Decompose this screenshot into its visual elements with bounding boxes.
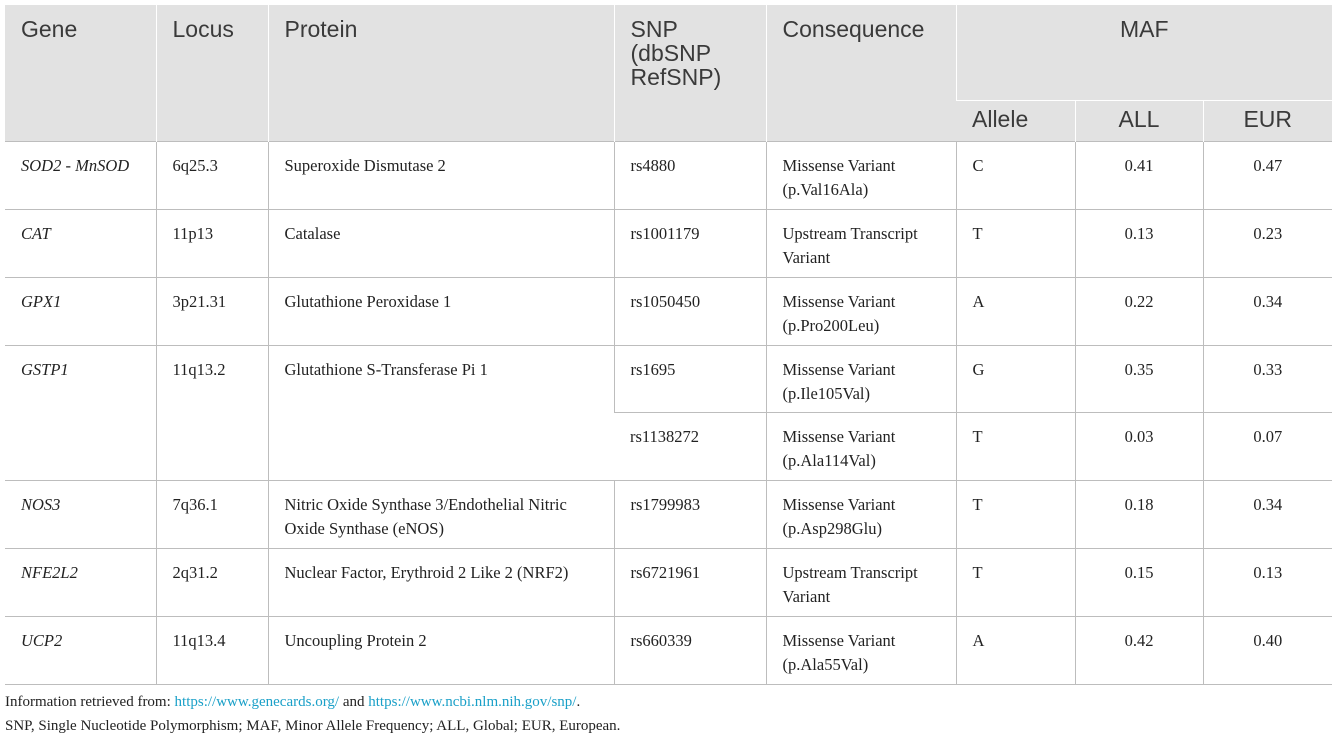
table-row xyxy=(5,480,1332,548)
protein-cell: Nuclear Factor, Erythroid 2 Like 2 (NRF2) xyxy=(268,548,614,616)
maf-eur-cell: 0.40 xyxy=(1203,616,1332,684)
snp-cell: rs4880 xyxy=(614,141,766,209)
protein-cell: Nitric Oxide Synthase 3/Endothelial Nitric Oxide Synthase (eNOS) xyxy=(268,480,614,548)
maf-eur-cell: 0.47 xyxy=(1203,141,1332,209)
table-container xyxy=(5,5,1332,685)
gene-cell: NOS3 xyxy=(5,480,156,548)
locus-cell: 11p13 xyxy=(156,209,268,277)
snp-table xyxy=(5,5,1332,685)
snp-cell: rs1138272 xyxy=(614,412,766,480)
snp-cell: rs1799983 xyxy=(614,480,766,548)
consequence-cell: Upstream Transcript Variant xyxy=(766,209,956,277)
maf-eur-cell: 0.34 xyxy=(1203,480,1332,548)
col-header-maf: MAF xyxy=(956,5,1332,100)
maf-all-cell: 0.35 xyxy=(1075,345,1203,412)
col-header-all: ALL xyxy=(1075,100,1203,141)
source-and: and xyxy=(339,694,369,710)
allele-cell: T xyxy=(956,548,1075,616)
protein-cell: Uncoupling Protein 2 xyxy=(268,616,614,684)
allele-cell: T xyxy=(956,412,1075,480)
locus-cell: 6q25.3 xyxy=(156,141,268,209)
allele-cell: G xyxy=(956,345,1075,412)
allele-cell: T xyxy=(956,480,1075,548)
genecards-link[interactable]: https://www.genecards.org/ xyxy=(174,694,340,710)
col-header-allele: Allele xyxy=(956,100,1075,141)
source-note xyxy=(5,690,620,714)
snp-cell: rs660339 xyxy=(614,616,766,684)
snp-cell: rs1050450 xyxy=(614,277,766,345)
source-period: . xyxy=(576,694,581,710)
table-row xyxy=(5,345,1332,412)
locus-cell: 11q13.2 xyxy=(156,345,268,480)
maf-all-cell: 0.22 xyxy=(1075,277,1203,345)
maf-all-cell: 0.03 xyxy=(1075,412,1203,480)
table-row xyxy=(5,277,1332,345)
abbreviations-note: SNP, Single Nucleotide Polymorphism; MAF, Minor Allele Frequency; ALL, Global; EUR, European. xyxy=(5,718,621,734)
col-header-snp: SNP (dbSNP RefSNP) xyxy=(614,5,766,141)
table-row xyxy=(5,548,1332,616)
gene-cell: GSTP1 xyxy=(5,345,156,480)
locus-cell: 11q13.4 xyxy=(156,616,268,684)
table-row xyxy=(5,141,1332,209)
table-row xyxy=(5,209,1332,277)
col-header-gene: Gene xyxy=(5,5,156,141)
maf-eur-cell: 0.07 xyxy=(1203,412,1332,480)
maf-all-cell: 0.15 xyxy=(1075,548,1203,616)
col-header-eur: EUR xyxy=(1203,100,1332,141)
table-row xyxy=(5,616,1332,684)
maf-all-cell: 0.42 xyxy=(1075,616,1203,684)
gene-cell: SOD2 - MnSOD xyxy=(5,141,156,209)
maf-all-cell: 0.18 xyxy=(1075,480,1203,548)
consequence-cell: Missense Variant (p.Pro200Leu) xyxy=(766,277,956,345)
consequence-cell: Upstream Transcript Variant xyxy=(766,548,956,616)
maf-all-cell: 0.41 xyxy=(1075,141,1203,209)
gene-cell: NFE2L2 xyxy=(5,548,156,616)
protein-cell: Glutathione Peroxidase 1 xyxy=(268,277,614,345)
snp-cell: rs6721961 xyxy=(614,548,766,616)
ncbi-snp-link[interactable]: https://www.ncbi.nlm.nih.gov/snp/ xyxy=(368,694,577,710)
table-footnote xyxy=(5,690,620,738)
maf-eur-cell: 0.33 xyxy=(1203,345,1332,412)
locus-cell: 2q31.2 xyxy=(156,548,268,616)
maf-eur-cell: 0.34 xyxy=(1203,277,1332,345)
locus-cell: 3p21.31 xyxy=(156,277,268,345)
source-prefix: Information retrieved from: xyxy=(5,694,175,710)
snp-cell: rs1001179 xyxy=(614,209,766,277)
maf-eur-cell: 0.13 xyxy=(1203,548,1332,616)
col-header-consequence: Consequence xyxy=(766,5,956,141)
consequence-cell: Missense Variant (p.Ala55Val) xyxy=(766,616,956,684)
snp-cell: rs1695 xyxy=(614,345,766,412)
protein-cell: Superoxide Dismutase 2 xyxy=(268,141,614,209)
consequence-cell: Missense Variant (p.Ala114Val) xyxy=(766,412,956,480)
col-header-protein: Protein xyxy=(268,5,614,141)
gene-cell: GPX1 xyxy=(5,277,156,345)
allele-cell: A xyxy=(956,616,1075,684)
col-header-locus: Locus xyxy=(156,5,268,141)
gene-cell: CAT xyxy=(5,209,156,277)
allele-cell: C xyxy=(956,141,1075,209)
consequence-cell: Missense Variant (p.Ile105Val) xyxy=(766,345,956,412)
maf-eur-cell: 0.23 xyxy=(1203,209,1332,277)
allele-cell: A xyxy=(956,277,1075,345)
consequence-cell: Missense Variant (p.Asp298Glu) xyxy=(766,480,956,548)
locus-cell: 7q36.1 xyxy=(156,480,268,548)
allele-cell: T xyxy=(956,209,1075,277)
gene-cell: UCP2 xyxy=(5,616,156,684)
protein-cell: Catalase xyxy=(268,209,614,277)
protein-cell: Glutathione S-Transferase Pi 1 xyxy=(268,345,614,480)
consequence-cell: Missense Variant (p.Val16Ala) xyxy=(766,141,956,209)
maf-all-cell: 0.13 xyxy=(1075,209,1203,277)
